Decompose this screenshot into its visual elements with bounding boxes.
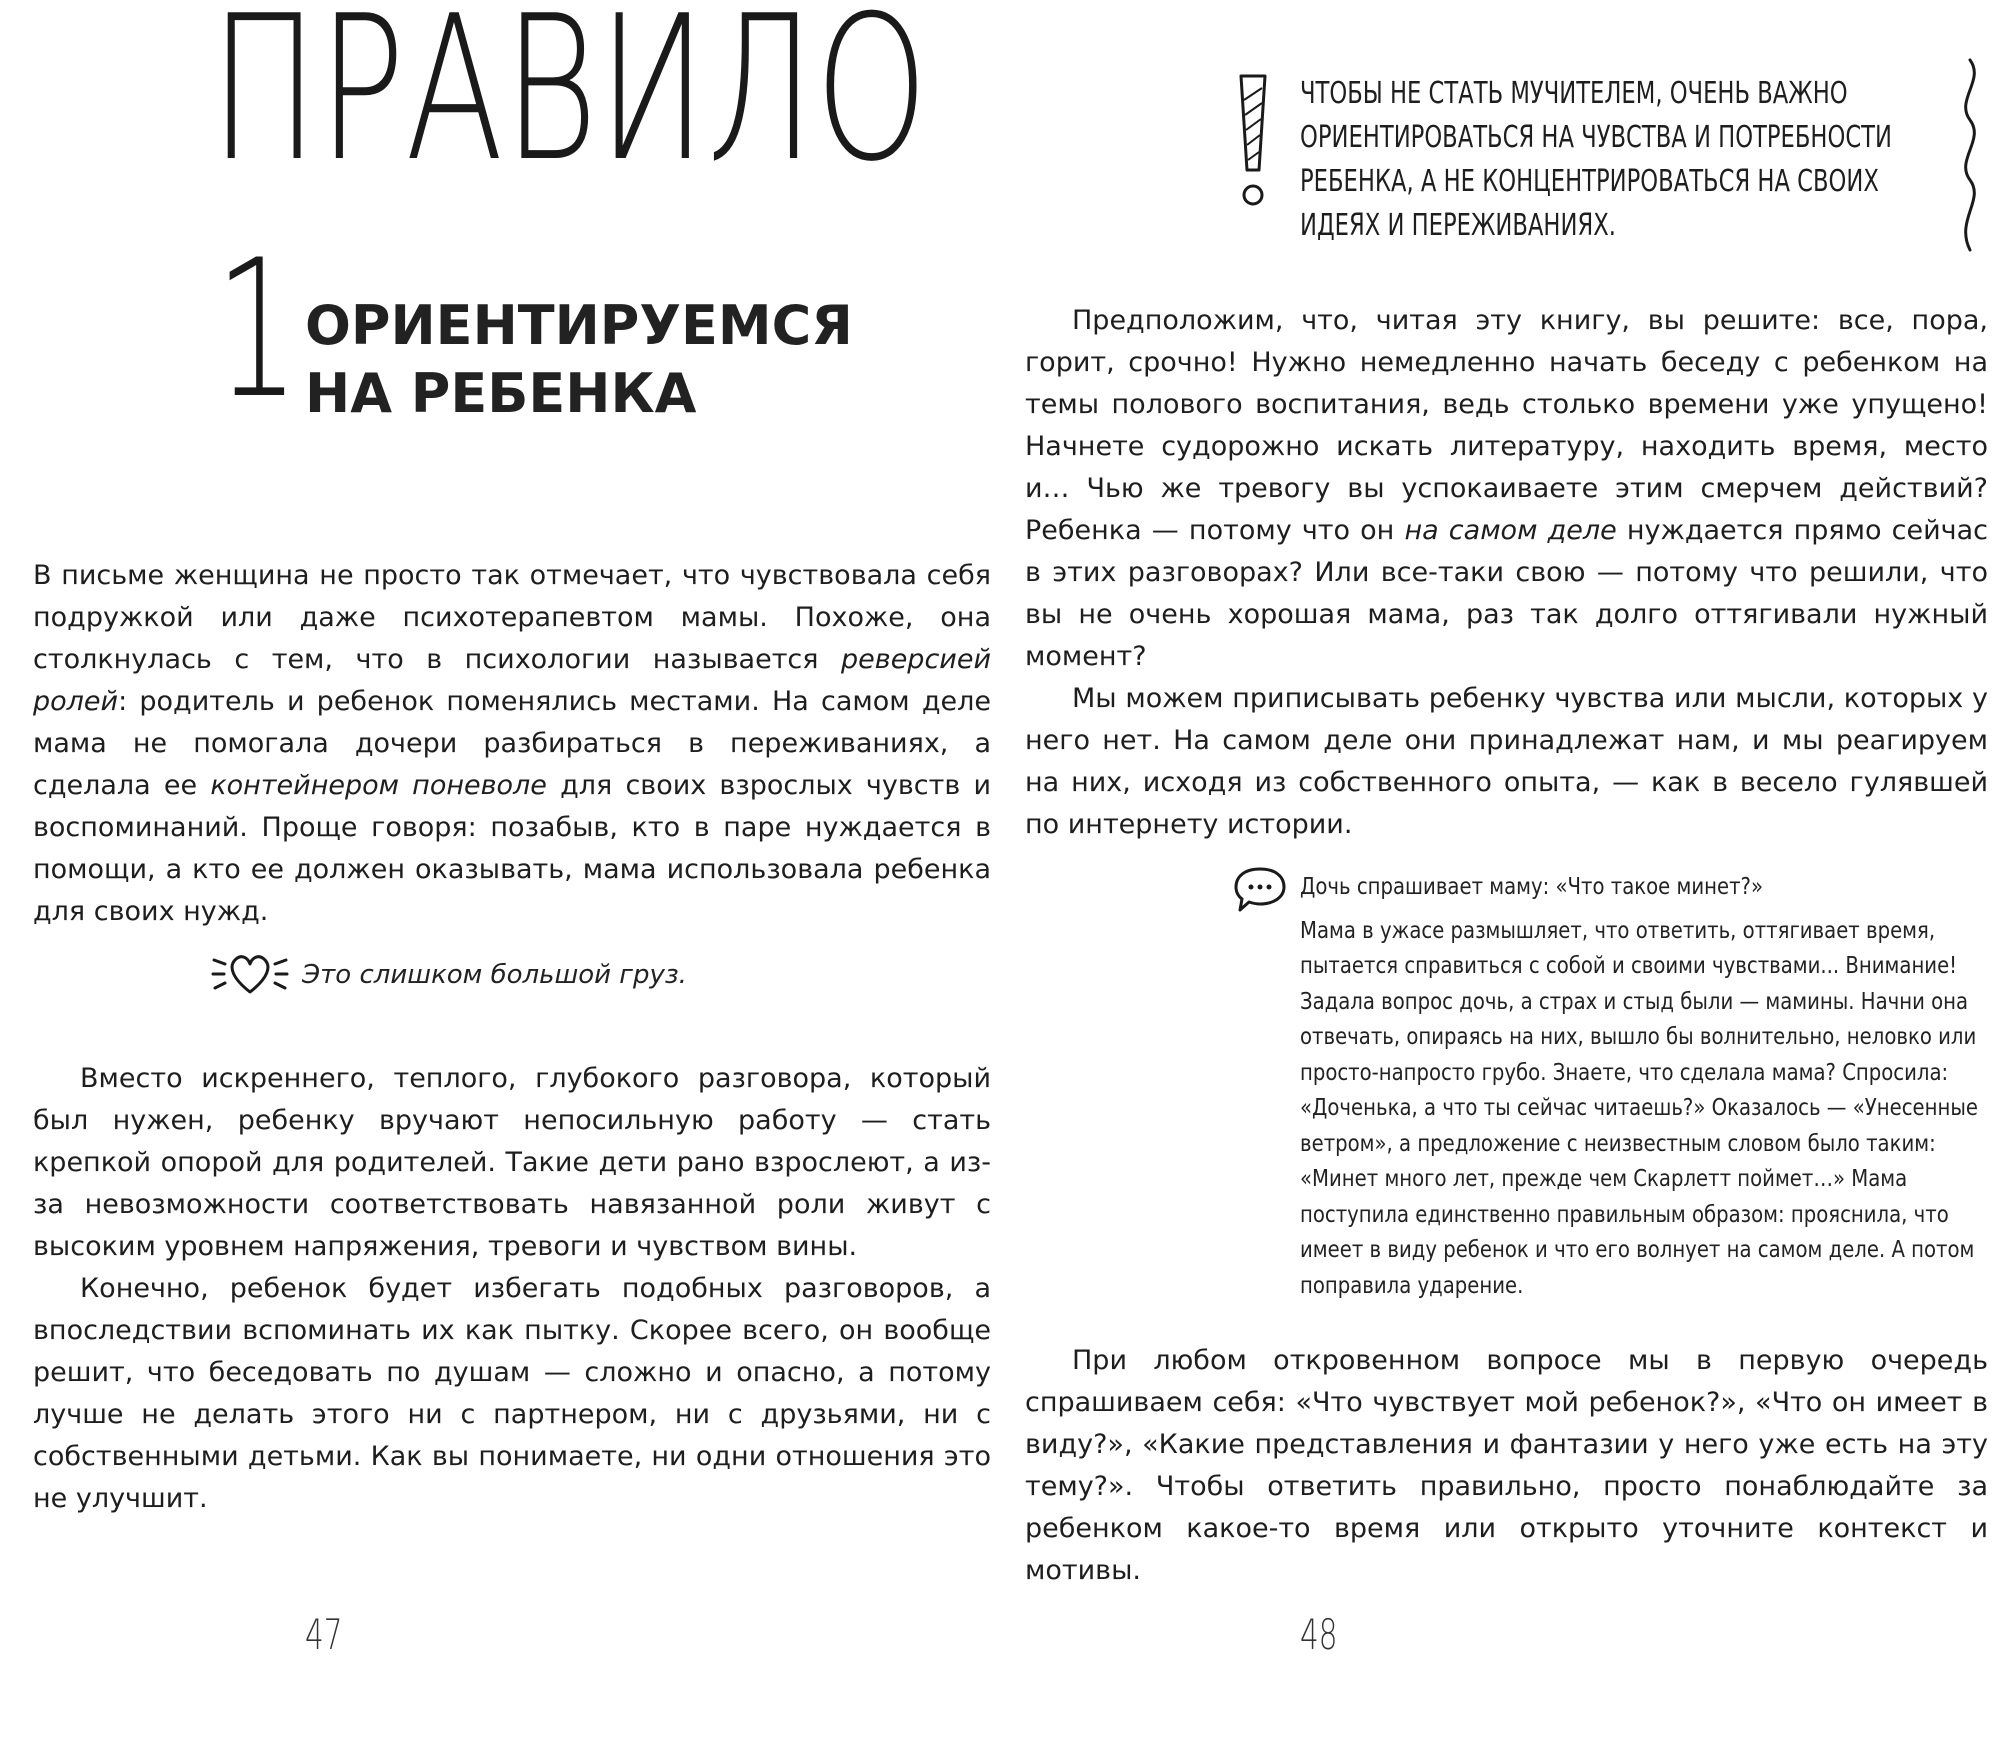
dialog-question: Дочь спрашивает маму: «Что такое минет?» — [1300, 874, 1764, 900]
paragraph: В письме женщина не просто так отмечает, что чувствовала себя подружкой или даже психотерапевтом мамы. Похоже, она столкнулась с тем, что в психологии называется реверсией ролей: родитель и ребенок поменялись местами. На самом деле мама не помогала дочери разбираться в переживаниях, а сделала ее контейнером поневоле для своих взрослых чувств и воспоминаний. Проще говоря: позабыв, кто в паре нуждается в помощи, а кто ее должен оказывать, мама использовала ребенка для своих нужд. — [33, 560, 991, 927]
right-text-block-3 — [1025, 1340, 1988, 1592]
rule-title-line-2: НА РЕБЕНКА — [305, 362, 697, 425]
paragraph: Конечно, ребенок будет избегать подобных разговоров, а впоследствии вспоминать их как пытку. Скорее всего, он вообще решит, что беседовать по душам — сложно и опасно, а потому лучше не делать этого ни с партнером, ни с друзьями, ни с собственными детьми. Как вы понимаете, ни одни отношения это не улучшит. — [33, 1273, 991, 1514]
dialog-line: «Минет много лет, прежде чем Скарлетт поймет…» Мама — [1300, 1166, 1908, 1192]
wavy-line-icon — [1955, 55, 1985, 259]
dialog-story — [1300, 870, 1984, 1304]
page-number: 47 — [305, 1610, 343, 1659]
exclamation-icon — [1233, 70, 1273, 214]
dialog-line: просто-напросто грубо. Знаете, что сделала мама? Спросила: — [1300, 1059, 1949, 1086]
dialog-line: «Доченька, а что ты сейчас читаешь?» Оказалось — «Унесенные — [1300, 1095, 1978, 1121]
callout-line: ОРИЕНТИРОВАТЬСЯ НА ЧУВСТВА И ПОТРЕБНОСТИ — [1300, 120, 1892, 155]
speech-bubble-icon — [1232, 865, 1288, 919]
paragraph: Вместо искреннего, теплого, глубокого разговора, который был нужен, ребенку вручают непосильную работу — стать крепкой опорой для родителей. Такие дети рано взрослеют, а из-за невозможности соответствовать навязанной роли живут с высоким уровнем напряжения, тревоги и чувством вины. — [33, 1063, 991, 1262]
dialog-line: имеет в виду ребенок и что его волнует на самом деле. А потом — [1300, 1237, 1975, 1263]
callout-line: ИДЕЯХ И ПЕРЕЖИВАНИЯХ. — [1300, 208, 1616, 243]
rule-heading: ПРАВИЛО — [210, 0, 929, 206]
rule-title — [305, 292, 853, 428]
right-page — [1000, 0, 2000, 1740]
dialog-line: Мама в ужасе размышляет, что ответить, оттягивает время, — [1300, 917, 1936, 944]
heart-note — [210, 950, 687, 1000]
heart-note-text: Это слишком большой груз. — [302, 960, 687, 990]
paragraph: Предположим, что, читая эту книгу, вы решите: все, пора, горит, срочно! Нужно немедленно начать беседу с ребенком на темы полового воспитания, ведь столько времени уже упущено! Начнете судорожно искать литературу, находить время, место и… Чью же тревогу вы успокаиваете этим смерчем действий? Ребенка — потому что он на самом деле нуждается прямо сейчас в этих разговорах? Или все-таки свою — потому что решили, что вы не очень хорошая мама, раз так долго оттягивали нужный момент? — [1025, 305, 1988, 672]
rule-number: 1 — [215, 219, 300, 440]
dialog-line: отвечать, опираясь на них, вышло бы волнительно, неловко или — [1300, 1024, 1977, 1050]
paragraph: При любом откровенном вопросе мы в первую очередь спрашиваем себя: «Что чувствует мой ребенок?», «Что он имеет в виду?», «Какие представления и фантазии у него уже есть на эту тему?». Чтобы ответить правильно, просто понаблюдайте за ребенком какое-то время или открыто уточните контекст и мотивы. — [1025, 1345, 1988, 1586]
page-number: 48 — [1300, 1610, 1338, 1659]
left-text-block-1 — [33, 555, 991, 933]
heart-icon — [210, 948, 290, 1002]
dialog-line: поступила единственно правильным образом: прояснила, что — [1300, 1201, 1949, 1228]
paragraph: Мы можем приписывать ребенку чувства или мысли, которых у него нет. На самом деле они принадлежат нам, и мы реагируем на них, исходя из собственного опыта, — как в весело гулявшей по интернету истории. — [1025, 683, 1988, 840]
dialog-line: ветром», а предложение с неизвестным словом было таким: — [1300, 1130, 1936, 1157]
dialog-line: Задала вопрос дочь, а страх и стыд были — мамины. Начни она — [1300, 988, 1969, 1015]
callout-text — [1300, 72, 1938, 248]
callout-line: РЕБЕНКА, А НЕ КОНЦЕНТРИРОВАТЬСЯ НА СВОИХ — [1300, 164, 1879, 199]
rule-title-line-1: ОРИЕНТИРУЕМСЯ — [305, 294, 853, 357]
right-text-block-1 — [1025, 300, 1988, 846]
dialog-line: поправила ударение. — [1300, 1272, 1524, 1299]
callout-line: ЧТОБЫ НЕ СТАТЬ МУЧИТЕЛЕМ, ОЧЕНЬ ВАЖНО — [1300, 76, 1848, 111]
left-text-block-2 — [33, 1058, 991, 1520]
dialog-line: пытается справиться с собой и своими чувствами... Внимание! — [1300, 953, 1958, 979]
